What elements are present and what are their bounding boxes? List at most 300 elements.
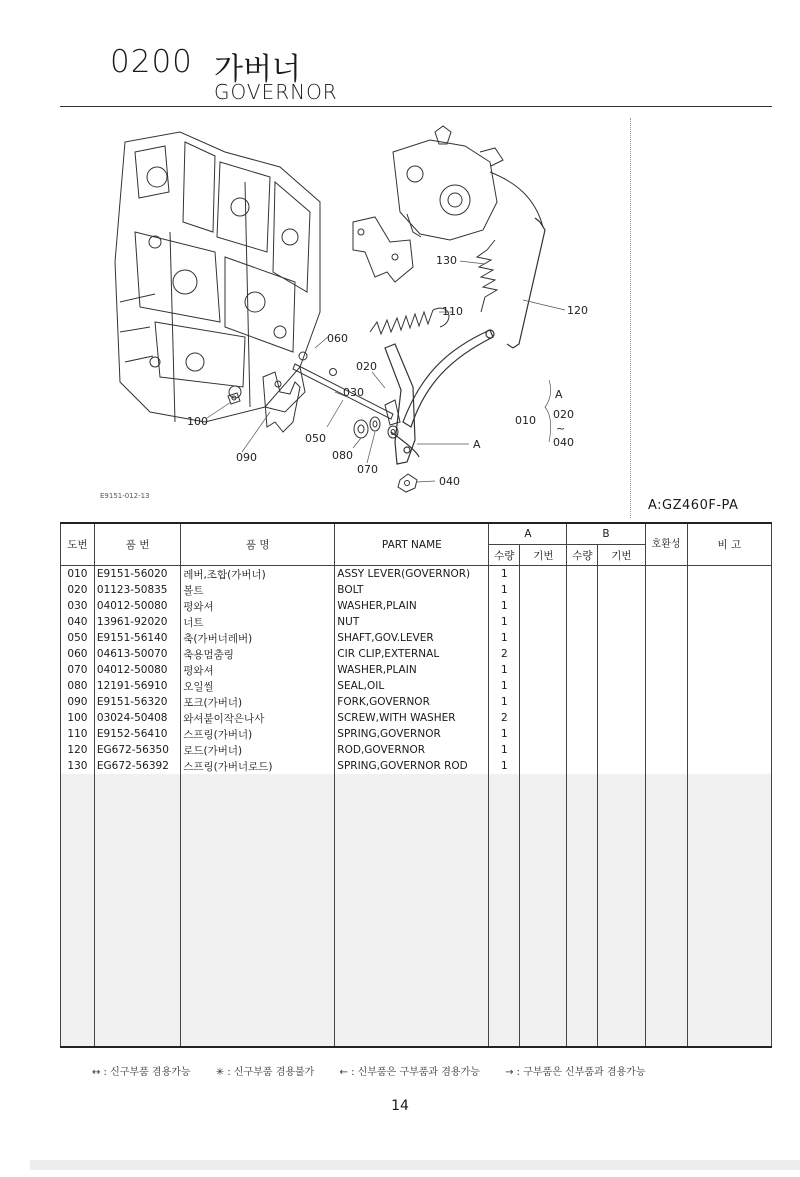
blank-cell [335,950,489,966]
blank-cell [94,870,180,886]
blank-row [61,950,772,966]
blank-cell [598,998,645,1014]
cell-interchange [645,758,687,774]
cell-ref-no: 010 [61,566,95,583]
cell-qty-b [567,742,598,758]
blank-row [61,790,772,806]
cell-qty-b [567,630,598,646]
cell-remarks [687,614,771,630]
cell-part-name-ko: 포크(가버너) [181,694,335,710]
cell-ref-no: 020 [61,582,95,598]
blank-cell [598,1030,645,1047]
cell-model-no-a [520,726,567,742]
blank-cell [687,998,771,1014]
table-row [61,646,772,662]
blank-cell [598,774,645,790]
blank-cell [645,998,687,1014]
blank-cell [94,790,180,806]
blank-row [61,838,772,854]
blank-cell [489,918,520,934]
blank-cell [61,934,95,950]
cell-part-name-en: ROD,GOVERNOR [335,742,489,758]
bracket-tilde-label: ~ [556,422,566,435]
cell-part-name-ko: 로드(가버너) [181,742,335,758]
table-row [61,694,772,710]
blank-cell [181,982,335,998]
cell-model-no-b [598,614,645,630]
cell-qty-b [567,646,598,662]
callout-060: 060 [327,332,348,345]
blank-cell [489,822,520,838]
cell-remarks [687,726,771,742]
cell-model-no-b [598,646,645,662]
cell-part-no: 01123-50835 [94,582,180,598]
cell-model-no-a [520,614,567,630]
cell-qty-a: 1 [489,742,520,758]
cell-qty-a: 2 [489,646,520,662]
cell-model-no-b [598,566,645,583]
cell-interchange [645,566,687,583]
engine-block-drawing [115,132,320,422]
blank-row [61,934,772,950]
legend-item-old-for-new: → : 구부품은 신부품과 겸용가능 [505,1067,646,1078]
blank-cell [61,918,95,934]
blank-cell [645,886,687,902]
cell-remarks [687,630,771,646]
table-row [61,710,772,726]
blank-cell [567,822,598,838]
table-row [61,598,772,614]
blank-cell [645,1030,687,1047]
cell-interchange [645,614,687,630]
blank-cell [489,966,520,982]
blank-cell [489,886,520,902]
blank-cell [687,854,771,870]
blank-cell [335,966,489,982]
section-number: 0200 [110,44,193,80]
blank-cell [567,918,598,934]
blank-cell [94,774,180,790]
blank-cell [61,806,95,822]
cell-part-name-en: WASHER,PLAIN [335,598,489,614]
blank-cell [687,790,771,806]
blank-cell [520,902,567,918]
blank-cell [94,902,180,918]
blank-cell [335,998,489,1014]
cell-model-no-b [598,710,645,726]
parts-table-body [61,566,772,1048]
cell-part-name-ko: 레버,조합(가버너) [181,566,335,583]
cell-qty-b [567,566,598,583]
blank-cell [94,838,180,854]
blank-cell [645,982,687,998]
cell-model-no-b [598,630,645,646]
cell-part-no: EG672-56392 [94,758,180,774]
cell-model-no-a [520,630,567,646]
blank-cell [520,1030,567,1047]
blank-cell [489,790,520,806]
blank-cell [181,790,335,806]
blank-cell [94,1030,180,1047]
blank-row [61,822,772,838]
cell-interchange [645,598,687,614]
governor-rod-drawing [507,218,545,348]
cell-part-no: 04012-50080 [94,598,180,614]
blank-cell [520,822,567,838]
cell-part-name-en: WASHER,PLAIN [335,662,489,678]
cell-remarks [687,758,771,774]
header-qty-a: 수량 [489,545,520,566]
cell-part-name-ko: 평와셔 [181,598,335,614]
cell-ref-no: 130 [61,758,95,774]
cell-ref-no: 040 [61,614,95,630]
blank-cell [645,1014,687,1030]
callout-a: A [473,438,481,451]
blank-cell [598,854,645,870]
blank-cell [687,822,771,838]
header-remarks: 비 고 [687,523,771,566]
blank-cell [335,822,489,838]
cell-qty-a: 1 [489,678,520,694]
callout-040: 040 [439,475,460,488]
blank-cell [598,886,645,902]
cell-qty-b [567,582,598,598]
cell-part-name-ko: 오일씰 [181,678,335,694]
blank-cell [687,806,771,822]
header-ref-no: 도번 [61,523,95,566]
cell-part-no: 12191-56910 [94,678,180,694]
blank-cell [687,886,771,902]
blank-cell [94,950,180,966]
blank-cell [335,934,489,950]
cell-part-name-en: NUT [335,614,489,630]
bracket-from-label: 020 [553,408,574,421]
cell-qty-a: 1 [489,630,520,646]
blank-cell [489,806,520,822]
cell-model-no-a [520,742,567,758]
blank-cell [181,806,335,822]
cell-part-name-en: FORK,GOVERNOR [335,694,489,710]
blank-cell [598,838,645,854]
blank-cell [181,934,335,950]
blank-cell [335,854,489,870]
header-part-name-ko: 품 명 [181,523,335,566]
blank-cell [645,918,687,934]
scan-edge-strip [30,1160,800,1170]
blank-cell [181,918,335,934]
blank-cell [567,854,598,870]
blank-cell [567,1030,598,1047]
cell-model-no-b [598,582,645,598]
blank-cell [94,1014,180,1030]
cell-part-no: E9152-56410 [94,726,180,742]
cell-model-no-a [520,662,567,678]
injection-pump-drawing [393,126,543,240]
cell-interchange [645,694,687,710]
blank-cell [520,838,567,854]
blank-cell [61,774,95,790]
cell-part-no: EG672-56350 [94,742,180,758]
blank-cell [181,1014,335,1030]
exploded-parts-diagram [95,122,615,494]
cell-model-no-a [520,566,567,583]
blank-cell [61,1030,95,1047]
cell-qty-a: 1 [489,694,520,710]
cell-part-name-ko: 너트 [181,614,335,630]
cell-ref-no: 060 [61,646,95,662]
blank-cell [520,966,567,982]
blank-cell [598,966,645,982]
cell-interchange [645,662,687,678]
cell-model-no-b [598,598,645,614]
blank-cell [567,902,598,918]
blank-cell [567,774,598,790]
rod-spring-drawing [477,240,497,312]
blank-cell [598,902,645,918]
cell-part-name-ko: 스프링(가버너) [181,726,335,742]
blank-cell [181,774,335,790]
blank-cell [687,918,771,934]
blank-cell [520,982,567,998]
blank-cell [335,902,489,918]
blank-cell [489,870,520,886]
blank-cell [335,1014,489,1030]
cell-part-name-ko: 와셔붙이작은나사 [181,710,335,726]
blank-cell [61,886,95,902]
blank-cell [520,934,567,950]
cell-qty-b [567,598,598,614]
blank-cell [335,790,489,806]
blank-cell [645,774,687,790]
section-title-english: GOVERNOR [214,80,338,104]
cell-model-no-a [520,678,567,694]
callout-110: 110 [442,305,463,318]
cell-interchange [645,710,687,726]
blank-cell [61,998,95,1014]
blank-cell [335,806,489,822]
cell-qty-b [567,662,598,678]
blank-cell [645,934,687,950]
blank-cell [687,1014,771,1030]
blank-cell [567,1014,598,1030]
blank-cell [61,822,95,838]
blank-cell [94,998,180,1014]
blank-cell [335,918,489,934]
cell-part-no: 04012-50080 [94,662,180,678]
blank-cell [598,870,645,886]
bracket-to-label: 040 [553,436,574,449]
blank-cell [61,902,95,918]
cell-qty-a: 1 [489,582,520,598]
cell-qty-b [567,710,598,726]
header-part-name-en: PART NAME [335,523,489,566]
blank-cell [567,966,598,982]
blank-cell [181,886,335,902]
blank-cell [567,886,598,902]
cell-qty-a: 1 [489,726,520,742]
callout-050: 050 [305,432,326,445]
cell-part-name-en: SCREW,WITH WASHER [335,710,489,726]
cell-ref-no: 070 [61,662,95,678]
callout-080: 080 [332,449,353,462]
cell-remarks [687,566,771,583]
cell-part-name-en: SPRING,GOVERNOR [335,726,489,742]
blank-cell [645,870,687,886]
blank-cell [687,966,771,982]
blank-cell [489,838,520,854]
legend-item-not-interchangeable: ✳ : 신구부품 겸용불가 [215,1067,315,1078]
blank-cell [520,886,567,902]
bracket-drawing [353,217,413,282]
diagram-divider [630,118,631,518]
blank-cell [520,918,567,934]
cell-qty-a: 2 [489,710,520,726]
header-part-no: 품 번 [94,523,180,566]
page-number: 14 [391,1098,409,1114]
header-model-no-b: 기번 [598,545,645,566]
blank-cell [567,838,598,854]
cell-ref-no: 120 [61,742,95,758]
cell-model-no-a [520,582,567,598]
blank-cell [645,790,687,806]
blank-cell [489,934,520,950]
callout-070: 070 [357,463,378,476]
governor-spring-drawing [370,308,449,334]
blank-cell [598,806,645,822]
cell-part-no: 13961-92020 [94,614,180,630]
blank-cell [61,854,95,870]
title-rule [60,106,772,107]
blank-row [61,806,772,822]
cell-model-no-b [598,678,645,694]
blank-row [61,886,772,902]
table-row [61,630,772,646]
cell-part-name-en: BOLT [335,582,489,598]
cell-interchange [645,582,687,598]
cell-part-name-en: SEAL,OIL [335,678,489,694]
cell-qty-b [567,694,598,710]
blank-cell [687,870,771,886]
blank-cell [645,966,687,982]
cell-qty-a: 1 [489,758,520,774]
section-title-korean: 가버너 [214,52,301,87]
blank-cell [181,822,335,838]
cell-qty-b [567,678,598,694]
blank-cell [181,998,335,1014]
blank-cell [687,902,771,918]
cell-part-name-ko: 축용멈춤링 [181,646,335,662]
blank-cell [489,1014,520,1030]
blank-row [61,854,772,870]
blank-cell [94,982,180,998]
cell-remarks [687,742,771,758]
blank-cell [567,950,598,966]
cell-ref-no: 090 [61,694,95,710]
cell-model-no-a [520,694,567,710]
table-row [61,614,772,630]
blank-cell [489,982,520,998]
cell-part-name-en: SPRING,GOVERNOR ROD [335,758,489,774]
blank-cell [94,886,180,902]
blank-row [61,1030,772,1047]
blank-cell [567,806,598,822]
cell-remarks [687,646,771,662]
blank-cell [94,822,180,838]
cell-interchange [645,742,687,758]
blank-cell [61,790,95,806]
callout-030: 030 [343,386,364,399]
header-interchange: 호환성 [645,523,687,566]
cell-ref-no: 050 [61,630,95,646]
cell-part-name-en: ASSY LEVER(GOVERNOR) [335,566,489,583]
blank-cell [61,838,95,854]
blank-cell [489,902,520,918]
blank-cell [181,1030,335,1047]
blank-cell [489,998,520,1014]
blank-cell [94,806,180,822]
callout-020: 020 [356,360,377,373]
blank-cell [489,950,520,966]
cell-ref-no: 030 [61,598,95,614]
blank-cell [61,966,95,982]
cell-model-no-a [520,646,567,662]
blank-cell [687,934,771,950]
cell-model-no-a [520,598,567,614]
callout-120: 120 [567,304,588,317]
table-row [61,678,772,694]
blank-row [61,774,772,790]
blank-row [61,966,772,982]
cell-part-name-ko: 축(가버너레버) [181,630,335,646]
cell-remarks [687,598,771,614]
blank-cell [567,998,598,1014]
blank-cell [567,934,598,950]
model-code: A:GZ460F-PA [648,498,739,513]
blank-cell [520,950,567,966]
nut-drawing [398,474,417,492]
cell-remarks [687,678,771,694]
table-row [61,662,772,678]
blank-cell [520,790,567,806]
cell-ref-no: 080 [61,678,95,694]
blank-cell [645,902,687,918]
blank-cell [687,982,771,998]
cell-part-name-en: SHAFT,GOV.LEVER [335,630,489,646]
blank-cell [598,982,645,998]
blank-cell [335,886,489,902]
blank-cell [645,838,687,854]
legend [92,1063,668,1078]
blank-cell [645,806,687,822]
blank-cell [489,854,520,870]
table-row [61,758,772,774]
cell-model-no-a [520,758,567,774]
table-row [61,582,772,598]
cell-remarks [687,710,771,726]
blank-cell [687,950,771,966]
cell-model-no-b [598,758,645,774]
blank-cell [181,902,335,918]
blank-row [61,870,772,886]
cell-model-no-b [598,694,645,710]
blank-row [61,982,772,998]
callout-100: 100 [187,415,208,428]
blank-cell [94,934,180,950]
cell-qty-b [567,758,598,774]
cell-qty-a: 1 [489,662,520,678]
blank-cell [520,774,567,790]
cell-part-no: 04613-50070 [94,646,180,662]
